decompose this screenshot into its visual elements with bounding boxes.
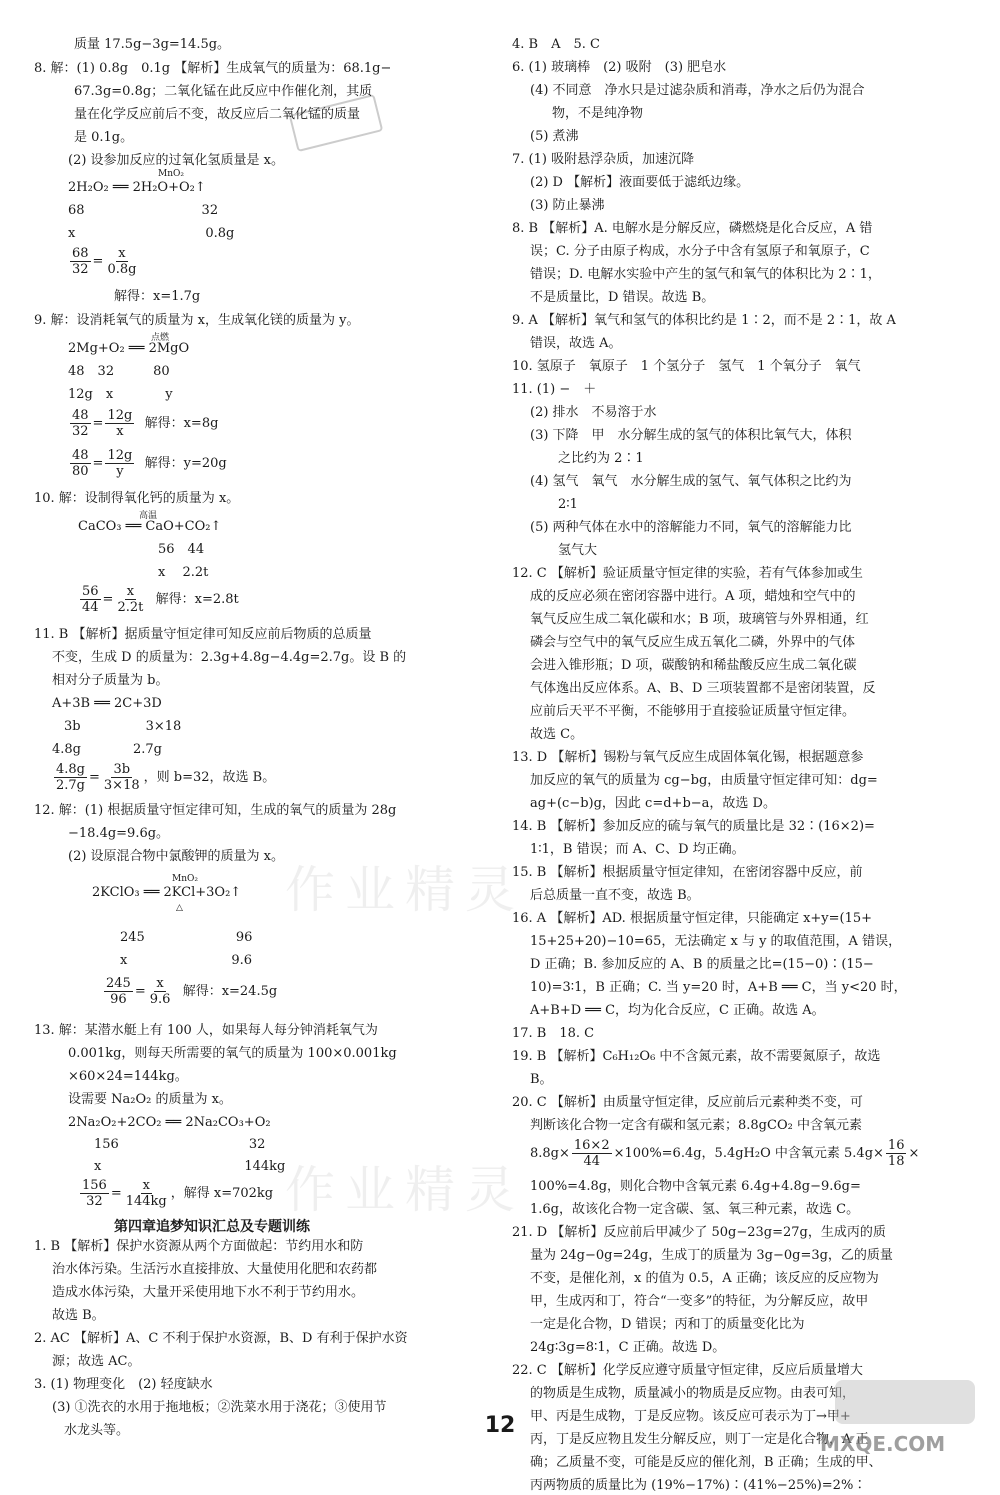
text-line: 会进入锥形瓶；D 项，碳酸钠和稀盐酸反应生成二氧化碳 (530, 658, 857, 673)
text-line: 14. B 【解析】参加反应的硫与氧气的质量比是 32∶(16×2)= (512, 819, 875, 834)
text-line: 错误；D. 电解水实验中产生的氢气和氧气的体积比为 2∶1， (530, 267, 881, 282)
watermark: 作业精灵 (285, 1161, 525, 1219)
text-line: 20. C 【解析】由质量守恒定律，反应前后元素种类不变，可 (512, 1095, 863, 1110)
text-line: (2) 设参加反应的过氧化氢质量是 x。 (68, 153, 285, 168)
equation: 2Na₂O₂+2CO₂ ══ 2Na₂CO₃+O₂ (68, 1115, 271, 1130)
text-line: 1.6g，故该化合物一定含碳、氢、氧三种元素，故选 C。 (530, 1202, 860, 1217)
text-line: 物，不是纯净物 (552, 106, 644, 121)
text-line: 后总质量一直不变，故选 B。 (530, 888, 700, 903)
text-line: 的物质是生成物，质量减小的物质是反应物。由表可知， (530, 1386, 856, 1401)
fraction-eq: $\frac{156}{32}$ = $\frac{x}{144kg}$ ，解得 x=702kg (82, 1178, 274, 1209)
text-line: 量为 24g−0g=24g，生成丁的质量为 3g−0g=3g，乙的质量 (530, 1248, 893, 1263)
reaction-condition: △ (176, 903, 183, 913)
text-line: (3) 防止暴沸 (530, 198, 605, 213)
text-line: 氢气大 (558, 543, 598, 558)
text-line: 11. (1) − ＋ (512, 382, 597, 397)
text-line: 67.3g=0.8g；二氧化锰在此反应中作催化剂，其质 (74, 84, 373, 99)
text-line: 24g∶3g=8∶1，C 正确。故选 D。 (530, 1340, 726, 1355)
text-line: 是 0.1g。 (74, 130, 134, 145)
text-line: 质量 17.5g−3g=14.5g。 (74, 37, 231, 52)
site-logo-text: MXQE.COM (820, 1432, 946, 1456)
text-line: (2) 排水 不易溶于水 (530, 405, 657, 420)
text-line: −18.4g=9.6g。 (68, 826, 170, 841)
text-line: D 正确；B. 参加反应的 A、B 的质量之比=(15−0)∶(15− (530, 957, 874, 972)
text-line: (3) ①洗衣的水用于拖地板；②洗菜水用于浇花；③使用节 (52, 1400, 387, 1415)
text-line: (5) 两种气体在水中的溶解能力不同，氧气的溶解能力比 (530, 520, 852, 535)
equation-row: x 9.6 (120, 953, 253, 968)
text-line: 判断该化合物一定含有碳和氢元素；8.8gCO₂ 中含氧元素 (530, 1118, 862, 1133)
page-number: 12 (484, 1413, 516, 1438)
text-line: 12. 解：(1) 根据质量守恒定律可知，生成的氧气的质量为 28g (34, 803, 397, 818)
text-line: 不是质量比，D 错误。故选 B。 (530, 290, 715, 305)
equation-row: x 144kg (94, 1159, 286, 1174)
site-logo-icon (835, 1380, 975, 1424)
text-line: 2∶1 (558, 497, 578, 512)
text-line: 量在化学反应前后不变，故反应后二氧化锰的质量 (74, 107, 361, 122)
text-line: (2) 设原混合物中氯酸钾的质量为 x。 (68, 849, 285, 864)
text-line: 不变，生成 D 的质量为：2.3g+4.8g−4.4g=2.7g。设 B 的 (52, 650, 407, 665)
fraction-eq: $\frac{4.8g}{2.7g}$ = $\frac{3b}{3\times 18}$ ，则 b=32，故选 B。 (56, 762, 276, 793)
text-line: 故选 B。 (52, 1308, 105, 1323)
text-line: 7. (1) 吸附悬浮杂质，加速沉降 (512, 152, 695, 167)
text-line: 加反应的氧气的质量为 cg−bg，由质量守恒定律可知：dg= (530, 773, 878, 788)
text-line: ×60×24=144kg。 (68, 1069, 188, 1084)
text-line: 不变，是催化剂，x 的值为 0.5，A 正确；该反应的反应物为 (530, 1271, 879, 1286)
equation-row: 4.8g 2.7g (52, 742, 162, 757)
text-line: 3. (1) 物理变化 (2) 轻度缺水 (34, 1377, 213, 1392)
watermark: 作业精灵 (285, 861, 525, 919)
text-line: (5) 煮沸 (530, 129, 579, 144)
equation-row: x 2.2t (158, 565, 209, 580)
text-line: 100%=4.8g，则化合物中含氧元素 6.4g+4.8g−9.6g= (530, 1179, 861, 1194)
text-line: (4) 氢气 氧气 水分解生成的氢气、氧气体积之比约为 (530, 474, 852, 489)
reaction-condition: 高温 (139, 511, 158, 521)
text-line: 甲，生成丙和丁，符合“一变多”的特征，为分解反应，故甲 (530, 1294, 869, 1309)
equation-row: 12g x y (68, 387, 173, 402)
text-line: 源；故选 AC。 (52, 1354, 141, 1369)
text-line: 22. C 【解析】化学反应遵守质量守恒定律，反应后质量增大 (512, 1363, 863, 1378)
text-line: 相对分子质量为 b。 (52, 673, 169, 688)
text-line: 8. 解：(1) 0.8g 0.1g 【解析】生成氧气的质量为：68.1g− (34, 61, 392, 76)
text-line: 13. 解：某潜水艇上有 100 人，如果每人每分钟消耗氧气为 (34, 1023, 378, 1038)
text-line: 17. B 18. C (512, 1026, 595, 1041)
text-line: 15. B 【解析】根据质量守恒定律知，在密闭容器中反应，前 (512, 865, 863, 880)
text-line: 21. D 【解析】反应前后甲减少了 50g−23g=27g，生成丙的质 (512, 1225, 886, 1240)
equation: CaCO₃ ══ CaO+CO₂↑ (78, 519, 222, 534)
text-line: 确；乙质量不变，可能是反应的催化剂，B 正确；生成的甲、 (530, 1455, 882, 1470)
fraction-eq: $\frac{48}{80}$ = $\frac{12g}{y}$ 解得：y=20g (72, 448, 227, 479)
text-line: 错误，故选 A。 (530, 336, 622, 351)
reaction-condition: MnO₂ (172, 874, 198, 884)
text-line: 10. 氢原子 氧原子 1 个氢分子 氢气 1 个氧分子 氧气 (512, 359, 861, 374)
equation: 2H₂O₂ ══ 2H₂O+O₂↑ (68, 180, 206, 195)
equation-row: 245 96 (120, 930, 253, 945)
text-line: 2. AC 【解析】A、C 不利于保护水资源，B、D 有利于保护水资 (34, 1331, 408, 1346)
text-line: 故选 C。 (530, 727, 584, 742)
text-line: 治水体污染。生活污水直接排放、大量使用化肥和农药都 (52, 1262, 378, 1277)
text-line: (2) D 【解析】液面要低于滤纸边缘。 (530, 175, 750, 190)
text-line: 成的反应必须在密闭容器中进行。A 项，蜡烛和空气中的 (530, 589, 856, 604)
equation: 2Mg+O₂ ══ 2MgO (68, 341, 190, 356)
text-line: 8. B 【解析】A. 电解水是分解反应，磷燃烧是化合反应，A 错 (512, 221, 873, 236)
text-line: 11. B 【解析】据质量守恒定律可知反应前后物质的总质量 (34, 627, 372, 642)
section-title: 第四章追梦知识汇总及专题训练 (114, 1219, 310, 1235)
text-line: 磷会与空气中的氧气反应生成五氧化二磷，外界中的气体 (530, 635, 856, 650)
fraction-eq: $\frac{245}{96}$ = $\frac{x}{9.6}$ 解得：x=24.5g (106, 976, 278, 1007)
text-line: 4. B A 5. C (512, 37, 600, 52)
text-line: A+B+D ══ C，均为化合反应，C 正确。故选 A。 (530, 1003, 825, 1018)
reaction-condition: 点燃 (151, 333, 170, 343)
text-line: ag+(c−b)g，因此 c=d+b−a，故选 D。 (530, 796, 776, 811)
fraction-eq: $\frac{68}{32}$ = $\frac{x}{0.8g}$ (72, 246, 137, 277)
text-line: 16. A 【解析】AD. 根据质量守恒定律，只能确定 x+y=(15+ (512, 911, 873, 926)
text-line: 1∶1，B 错误；而 A、C、D 均正确。 (530, 842, 745, 857)
text-line: 0.001kg，则每天所需要的氧气的质量为 100×0.001kg (68, 1046, 397, 1061)
equation-row: x 0.8g (68, 226, 235, 241)
equation-row: 48 32 80 (68, 364, 170, 379)
text-line: 误；C. 分子由原子构成，水分子中含有氢原子和氧原子，C (530, 244, 870, 259)
text-line: (4) 不同意 净水只是过滤杂质和消毒，净水之后仍为混合 (530, 83, 865, 98)
text-line: 一定是化合物，D 错误；丙和丁的质量变化比为 (530, 1317, 805, 1332)
text-line: 应前后天平不平衡，不能够用于直接验证质量守恒定律。 (530, 704, 856, 719)
text-line: 12. C 【解析】验证质量守恒定律的实验，若有气体参加或生 (512, 566, 863, 581)
fraction-eq: $\frac{48}{32}$ = $\frac{12g}{x}$ 解得：x=8g (72, 408, 219, 439)
text-line: 10)=3∶1，B 正确；C. 当 y=20 时，A+B ══ C，当 y<20 时， (530, 980, 907, 995)
reaction-condition: MnO₂ (158, 169, 184, 179)
text-line: 9. 解：设消耗氧气的质量为 x，生成氧化镁的质量为 y。 (34, 313, 360, 328)
text-line: 9. A 【解析】氧气和氢气的体积比约是 1∶2，而不是 2∶1，故 A (512, 313, 896, 328)
equation-row: 56 44 (158, 542, 205, 557)
text-line: 解得：x=1.7g (114, 289, 201, 304)
equation-row: 156 32 (94, 1137, 266, 1152)
equation-row: 68 32 (68, 203, 219, 218)
text-line: 氧气反应生成二氧化碳和水；B 项，玻璃管与外界相通，红 (530, 612, 869, 627)
equation-row: 3b 3×18 (64, 719, 182, 734)
text-line: 丙，丁是反应物且发生分解反应，则丁一定是化合物，A 正 (530, 1432, 869, 1447)
text-line: 气体逸出反应体系。A、B、D 三项装置都不是密闭装置，反 (530, 681, 876, 696)
text-line: 15+25+20)−10=65，无法确定 x 与 y 的取值范围，A 错误， (530, 934, 902, 949)
text-line: 设需要 Na₂O₂ 的质量为 x。 (68, 1092, 232, 1107)
text-line: (3) 下降 甲 水分解生成的氢气的体积比氧气大，体积 (530, 428, 852, 443)
text-line: 水龙头等。 (64, 1423, 130, 1438)
equation: 2KClO₃ ══ 2KCl+3O₂↑ (92, 885, 242, 900)
text-line: 丙两物质的质量比为 (19%−17%)∶(41%−25%)=2%∶ (530, 1478, 867, 1493)
equation: A+3B ══ 2C+3D (52, 696, 162, 711)
text-line: 13. D 【解析】锡粉与氧气反应生成固体氧化锡，根据题意参 (512, 750, 864, 765)
fraction-eq: 8.8g× $\frac{16\times 2}{44}$ ×100%=6.4g，5.4gH₂O 中含氧元素 5.4g× $\frac{16}{18}$ × (530, 1138, 920, 1169)
text-line: 1. B 【解析】保护水资源从两个方面做起：节约用水和防 (34, 1239, 364, 1254)
text-line: 19. B 【解析】C₆H₁₂O₆ 中不含氮元素，故不需要氮原子，故选 (512, 1049, 881, 1064)
text-line: 10. 解：设制得氧化钙的质量为 x。 (34, 491, 240, 506)
fraction-eq: $\frac{56}{44}$ = $\frac{x}{2.2t}$ 解得：x=2.8t (82, 584, 239, 615)
text-line: 6. (1) 玻璃棒 (2) 吸附 (3) 肥皂水 (512, 60, 727, 75)
text-line: 之比约为 2∶1 (558, 451, 644, 466)
text-line: B。 (530, 1072, 553, 1087)
text-line: 造成水体污染，大量开采使用地下水不利于节约用水。 (52, 1285, 365, 1300)
text-line: 甲、丙是生成物，丁是反应物。该反应可表示为丁→甲+ (530, 1409, 851, 1424)
